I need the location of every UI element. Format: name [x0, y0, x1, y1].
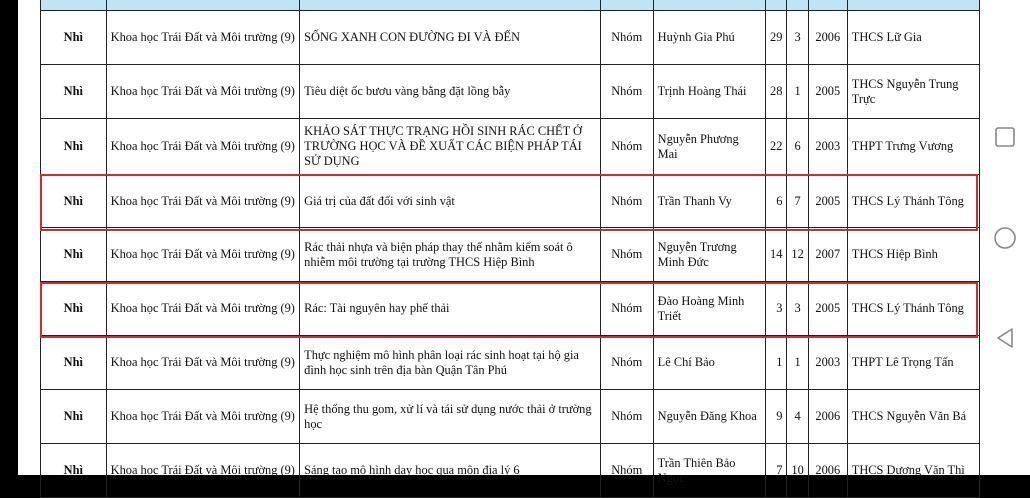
table-row — [41, 390, 980, 444]
project-title-cell: Rác: Tài nguyên hay phế thải — [300, 282, 601, 336]
back-triangle-icon — [994, 326, 1016, 350]
student-name-cell: Nguyễn Đăng Khoa — [653, 390, 765, 444]
field-cell: Khoa học Trái Đất và Môi trường (9) — [106, 65, 300, 119]
table-row — [41, 228, 980, 282]
header-cell — [653, 0, 765, 11]
school-cell: THCS Lữ Gia — [847, 11, 979, 65]
birth-day-cell: 6 — [766, 175, 787, 228]
school-cell: THCS Nguyễn Văn Bá — [847, 390, 979, 444]
birth-day-cell: 7 — [766, 444, 787, 498]
birth-year-cell: 2003 — [808, 336, 847, 390]
header-cell — [808, 0, 847, 11]
birth-month-cell: 3 — [787, 11, 808, 65]
student-name-cell: Trần Thiên Bảo Ngọc — [653, 444, 765, 498]
type-cell: Nhóm — [600, 444, 653, 498]
table-body — [41, 0, 980, 498]
school-cell: THCS Lý Thánh Tông — [847, 175, 979, 228]
prize-cell: Nhì — [41, 228, 107, 282]
field-cell: Khoa học Trái Đất và Môi trường (9) — [106, 119, 300, 175]
table-row — [41, 65, 980, 119]
table-row — [41, 336, 980, 390]
project-title-cell: Tiêu diệt ốc bươu vàng bằng đặt lồng bẫy — [300, 65, 601, 119]
school-cell: THCS Lý Thánh Tông — [847, 282, 979, 336]
birth-day-cell: 14 — [766, 228, 787, 282]
header-cell — [106, 0, 300, 11]
project-title-cell: Giá trị của đất đối với sinh vật — [300, 175, 601, 228]
header-cell — [787, 0, 808, 11]
birth-year-cell: 2006 — [808, 444, 847, 498]
type-cell: Nhóm — [600, 282, 653, 336]
header-cell — [847, 0, 979, 11]
student-name-cell: Nguyễn Trương Minh Đức — [653, 228, 765, 282]
prize-cell: Nhì — [41, 336, 107, 390]
header-cell — [300, 0, 601, 11]
left-screen-edge — [0, 0, 18, 475]
birth-day-cell: 29 — [766, 11, 787, 65]
field-cell: Khoa học Trái Đất và Môi trường (9) — [106, 175, 300, 228]
birth-month-cell: 4 — [787, 390, 808, 444]
project-title-cell: Hệ thống thu gom, xử lí và tái sử dụng nước thải ở trường học — [300, 390, 601, 444]
birth-year-cell: 2005 — [808, 65, 847, 119]
square-icon — [994, 126, 1016, 148]
field-cell: Khoa học Trái Đất và Môi trường (9) — [106, 228, 300, 282]
school-cell: THCS Nguyễn Trung Trực — [847, 65, 979, 119]
project-title-cell: KHẢO SÁT THỰC TRẠNG HỒI SINH RÁC CHẾT Ở TRƯỜNG HỌC VÀ ĐỀ XUẤT CÁC BIỆN PHÁP TÁI SỬ DỤNG — [300, 119, 601, 175]
header-cell — [600, 0, 653, 11]
student-name-cell: Trịnh Hoàng Thái — [653, 65, 765, 119]
prize-cell: Nhì — [41, 390, 107, 444]
prize-cell: Nhì — [41, 119, 107, 175]
prize-cell: Nhì — [41, 65, 107, 119]
prize-cell: Nhì — [41, 175, 107, 228]
type-cell: Nhóm — [600, 228, 653, 282]
birth-day-cell: 1 — [766, 336, 787, 390]
home-button[interactable] — [980, 226, 1030, 250]
type-cell: Nhóm — [600, 119, 653, 175]
results-table — [40, 0, 980, 498]
birth-month-cell: 12 — [787, 228, 808, 282]
header-cell — [766, 0, 787, 11]
birth-month-cell: 7 — [787, 175, 808, 228]
student-name-cell: Huỳnh Gia Phú — [653, 11, 765, 65]
recent-apps-button[interactable] — [980, 126, 1030, 148]
student-name-cell: Lê Chí Bảo — [653, 336, 765, 390]
field-cell: Khoa học Trái Đất và Môi trường (9) — [106, 11, 300, 65]
school-cell: THCS Hiệp Bình — [847, 228, 979, 282]
circle-icon — [993, 226, 1017, 250]
type-cell: Nhóm — [600, 65, 653, 119]
prize-cell: Nhì — [41, 282, 107, 336]
school-cell: THCS Dương Văn Thì — [847, 444, 979, 498]
birth-year-cell: 2007 — [808, 228, 847, 282]
back-button[interactable] — [980, 326, 1030, 350]
birth-month-cell: 10 — [787, 444, 808, 498]
school-cell: THPT Lê Trọng Tấn — [847, 336, 979, 390]
birth-day-cell: 22 — [766, 119, 787, 175]
field-cell: Khoa học Trái Đất và Môi trường (9) — [106, 282, 300, 336]
school-cell: THPT Trưng Vương — [847, 119, 979, 175]
project-title-cell: Thực nghiệm mô hình phân loại rác sinh hoạt tại hộ gia đình học sinh trên địa bàn Quận Tân Phú — [300, 336, 601, 390]
birth-year-cell: 2006 — [808, 11, 847, 65]
birth-year-cell: 2005 — [808, 282, 847, 336]
birth-month-cell: 3 — [787, 282, 808, 336]
project-title-cell: SỐNG XANH CON ĐƯỜNG ĐI VÀ ĐẾN — [300, 11, 601, 65]
type-cell: Nhóm — [600, 11, 653, 65]
student-name-cell: Đào Hoàng Minh Triết — [653, 282, 765, 336]
highlight-box-dao-hoang-minh-triet — [40, 282, 978, 338]
table-row — [41, 11, 980, 65]
prize-cell: Nhì — [41, 11, 107, 65]
highlight-box-tran-thanh-vy — [40, 174, 978, 231]
birth-day-cell: 3 — [766, 282, 787, 336]
project-title-cell: Rác thải nhựa và biện pháp thay thế nhằm kiểm soát ô nhiễm môi trường tại trường THCS Hiệp Bình — [300, 228, 601, 282]
field-cell: Khoa học Trái Đất và Môi trường (9) — [106, 444, 300, 498]
birth-day-cell: 28 — [766, 65, 787, 119]
birth-month-cell: 1 — [787, 336, 808, 390]
table-row — [41, 444, 980, 498]
prize-cell: Nhì — [41, 444, 107, 498]
student-name-cell: Nguyễn Phương Mai — [653, 119, 765, 175]
project-title-cell: Sáng tạo mô hình dạy học qua môn địa lý 6 — [300, 444, 601, 498]
document-page — [18, 0, 980, 485]
field-cell: Khoa học Trái Đất và Môi trường (9) — [106, 336, 300, 390]
header-cell — [41, 0, 107, 11]
type-cell: Nhóm — [600, 390, 653, 444]
birth-month-cell: 6 — [787, 119, 808, 175]
table-header-row — [41, 0, 980, 11]
birth-year-cell: 2006 — [808, 390, 847, 444]
birth-year-cell: 2003 — [808, 119, 847, 175]
type-cell: Nhóm — [600, 336, 653, 390]
birth-year-cell: 2005 — [808, 175, 847, 228]
field-cell: Khoa học Trái Đất và Môi trường (9) — [106, 390, 300, 444]
type-cell: Nhóm — [600, 175, 653, 228]
table-row — [41, 119, 980, 175]
android-navigation-bar — [980, 0, 1030, 475]
student-name-cell: Trần Thanh Vy — [653, 175, 765, 228]
birth-month-cell: 1 — [787, 65, 808, 119]
birth-day-cell: 9 — [766, 390, 787, 444]
